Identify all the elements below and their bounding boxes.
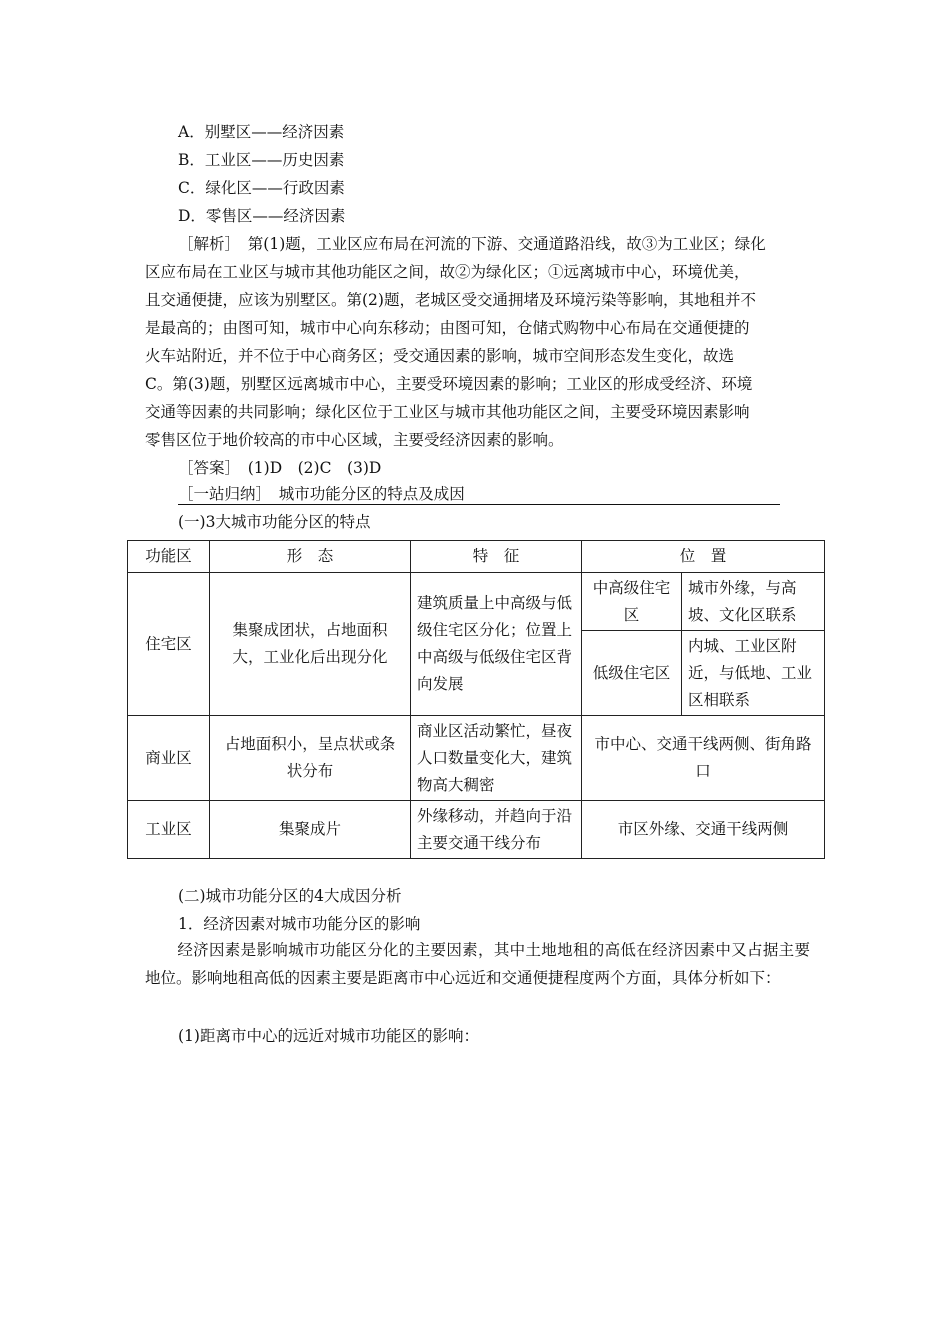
commercial-location: 市中心、交通干线两侧、街角路口 bbox=[582, 716, 825, 801]
option-c: C．绿化区——行政因素 bbox=[178, 179, 345, 197]
header-location: 位 置 bbox=[582, 541, 825, 573]
summary-heading bbox=[178, 484, 780, 505]
industrial-form: 集聚成片 bbox=[210, 801, 411, 859]
analysis-label: ［解析］ bbox=[178, 235, 233, 253]
industrial-name: 工业区 bbox=[128, 801, 210, 859]
residential-sub-low: 低级住宅区 bbox=[582, 631, 682, 716]
analysis-line-7: 交通等因素的共同影响；绿化区位于工业区与城市其他功能区之间，主要受环境因素影响 bbox=[145, 403, 750, 421]
residential-name: 住宅区 bbox=[128, 573, 210, 716]
commercial-feature: 商业区活动繁忙，昼夜人口数量变化大，建筑物高大稠密 bbox=[411, 716, 582, 801]
commercial-form: 占地面积小，呈点状或条状分布 bbox=[210, 716, 411, 801]
residential-sub-high: 中高级住宅区 bbox=[582, 573, 682, 631]
option-b: B．工业区——历史因素 bbox=[178, 151, 345, 169]
header-zone: 功能区 bbox=[128, 541, 210, 573]
residential-feature: 建筑质量上中高级与低级住宅区分化；位置上中高级与低级住宅区背向发展 bbox=[411, 573, 582, 716]
commercial-name: 商业区 bbox=[128, 716, 210, 801]
table-row bbox=[128, 573, 825, 631]
option-a: A．别墅区——经济因素 bbox=[178, 123, 345, 141]
table-heading: (一)3大城市功能分区的特点 bbox=[178, 513, 371, 531]
industrial-feature: 外缘移动，并趋向于沿主要交通干线分布 bbox=[411, 801, 582, 859]
section2-item1: 1．经济因素对城市功能分区的影响 bbox=[178, 915, 421, 933]
residential-sub-low-location: 内城、工业区附近，与低地、工业区相联系 bbox=[682, 631, 825, 716]
summary-title: 城市功能分区的特点及成因 bbox=[278, 485, 465, 503]
answer-line: ［答案］ (1)D (2)C (3)D bbox=[178, 459, 382, 477]
analysis-line-5: 火车站附近，并不位于中心商务区；受交通因素的影响，城市空间形态发生变化，故选 bbox=[145, 347, 735, 365]
residential-sub-high-location: 城市外缘，与高坡、文化区联系 bbox=[682, 573, 825, 631]
analysis-line-4: 是最高的；由图可知，城市中心向东移动；由图可知，仓储式购物中心布局在交通便捷的 bbox=[145, 319, 750, 337]
analysis-line-8: 零售区位于地价较高的市中心区域，主要受经济因素的影响。 bbox=[145, 431, 564, 449]
analysis-line-1: ［解析］ 第(1)题，工业区应布局在河流的下游、交通道路沿线，故③为工业区；绿化 bbox=[178, 235, 766, 253]
analysis-line-6: C。第(3)题，别墅区远离城市中心，主要受环境因素的影响；工业区的形成受经济、环境 bbox=[145, 375, 753, 393]
analysis-line-3: 且交通便捷，应该为别墅区。第(2)题，老城区受交通拥堵及环境污染等影响，其地租并不 bbox=[145, 291, 756, 309]
section2-heading: (二)城市功能分区的4大成因分析 bbox=[178, 887, 402, 905]
industrial-location: 市区外缘、交通干线两侧 bbox=[582, 801, 825, 859]
header-feature: 特 征 bbox=[411, 541, 582, 573]
table-row bbox=[128, 716, 825, 801]
analysis-line-2: 区应布局在工业区与城市其他功能区之间，故②为绿化区；①远离城市中心，环境优美， bbox=[145, 263, 750, 281]
option-d: D．零售区——经济因素 bbox=[178, 207, 346, 225]
residential-form: 集聚成团状，占地面积大，工业化后出现分化 bbox=[210, 573, 411, 716]
summary-tag: ［一站归纳］ bbox=[178, 485, 264, 503]
section2-sub1: (1)距离市中心的远近对城市功能区的影响： bbox=[178, 1027, 479, 1045]
table-row bbox=[128, 801, 825, 859]
zones-table bbox=[127, 540, 825, 859]
section2-paragraph: 经济因素是影响城市功能区分化的主要因素，其中土地地租的高低在经济因素中又占据主要地位。影响地租高低的因素主要是距离市中心远近和交通便捷程度两个方面，具体分析如下： bbox=[145, 941, 810, 988]
header-form: 形 态 bbox=[210, 541, 411, 573]
table-header-row bbox=[128, 541, 825, 573]
